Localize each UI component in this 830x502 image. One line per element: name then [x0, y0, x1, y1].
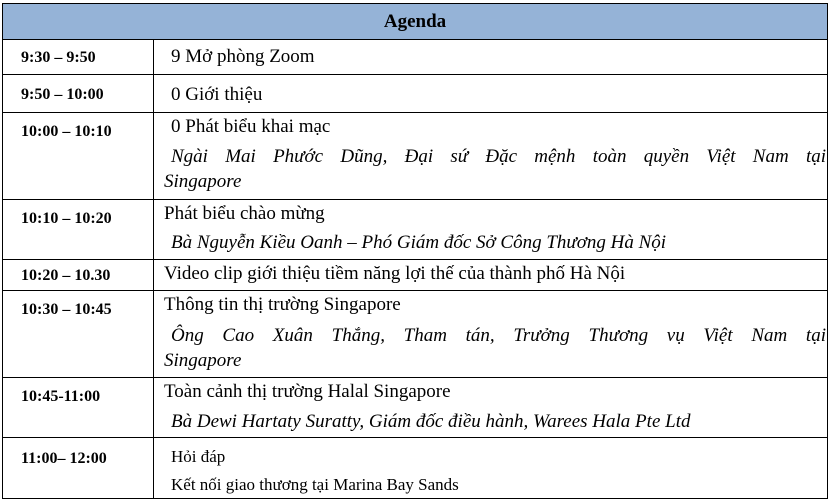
agenda-row — [3, 260, 827, 291]
time-cell: 10:30 – 10:45 — [21, 301, 112, 318]
agenda-item-subtitle: Kết nối giao thương tại Marina Bay Sands — [171, 475, 459, 494]
agenda-item-title: Thông tin thị trường Singapore — [164, 294, 401, 315]
speaker-line: Bà Nguyễn Kiều Oanh – Phó Giám đốc Sở Công Thương Hà Nội — [171, 232, 667, 253]
agenda-row — [3, 200, 827, 260]
speaker-line: Singapore — [164, 171, 242, 192]
time-cell: 10:00 – 10:10 — [21, 123, 112, 140]
speaker-line: Singapore — [164, 350, 242, 371]
agenda-item-title: 9 Mở phòng Zoom — [171, 46, 315, 67]
time-cell: 10:45-11:00 — [21, 388, 101, 405]
time-cell: 10:20 – 10.30 — [21, 267, 111, 284]
agenda-item-title: Video clip giới thiệu tiềm năng lợi thế của thành phố Hà Nội — [164, 263, 626, 284]
agenda-row — [3, 113, 827, 200]
agenda-row — [3, 291, 827, 378]
agenda-table — [2, 3, 828, 499]
time-cell: 9:30 – 9:50 — [21, 49, 96, 66]
agenda-item-title: Hỏi đáp — [171, 447, 226, 466]
agenda-title: Agenda — [383, 10, 447, 32]
time-cell: 11:00– 12:00 — [21, 450, 107, 467]
speaker-line: Ngài Mai Phước Dũng, Đại sứ Đặc mệnh toàn quyền Việt Nam tại — [171, 146, 826, 167]
speaker-line: Bà Dewi Hartaty Suratty, Giám đốc điều hành, Warees Hala Pte Ltd — [171, 411, 691, 432]
time-cell: 10:10 – 10:20 — [21, 210, 112, 227]
speaker-line: Ông Cao Xuân Thắng, Tham tán, Trưởng Thương vụ Việt Nam tại — [171, 325, 826, 346]
agenda-item-title: Phát biểu chào mừng — [164, 203, 325, 224]
agenda-row — [3, 40, 827, 75]
agenda-header — [3, 4, 827, 40]
time-cell: 9:50 – 10:00 — [21, 86, 104, 103]
agenda-item-title: Toàn cảnh thị trường Halal Singapore — [164, 381, 451, 402]
agenda-row — [3, 438, 827, 498]
agenda-item-title: 0 Giới thiệu — [171, 84, 263, 105]
agenda-row — [3, 378, 827, 438]
agenda-item-title: 0 Phát biểu khai mạc — [171, 116, 331, 137]
agenda-row — [3, 75, 827, 113]
